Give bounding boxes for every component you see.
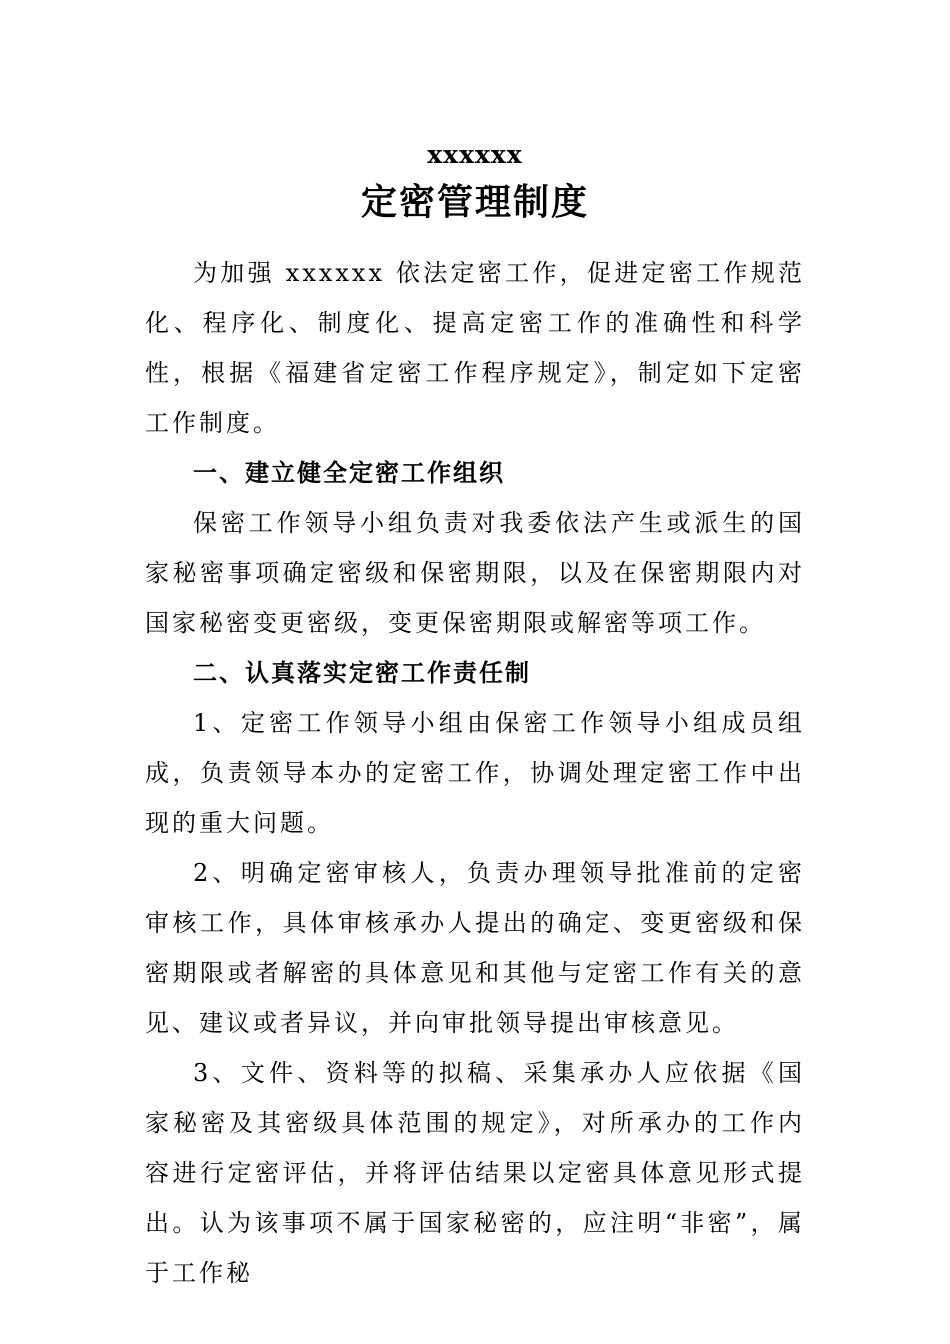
item-2-paragraph: 2、明确定密审核人，负责办理领导批准前的定密审核工作，具体审核承办人提出的确定、变更密级和保密期限或者解密的具体意见和其他与定密工作有关的意见、建议或者异议，并向审批领导提出审核意见。 bbox=[145, 859, 805, 1037]
org-name: xxxxxx bbox=[427, 140, 523, 169]
section-heading-1: 一、建立健全定密工作组织 bbox=[193, 459, 505, 487]
document-body bbox=[145, 248, 805, 1298]
intro-paragraph: 为加强 xxxxxx 依法定密工作，促进定密工作规范化、程序化、制度化、提高定密工作的准确性和科学性，根据《福建省定密工作程序规定》，制定如下定密工作制度。 bbox=[145, 259, 805, 437]
document-title: 定密管理制度 bbox=[360, 182, 589, 223]
section-1-paragraph: 保密工作领导小组负责对我委依法产生或派生的国家秘密事项确定密级和保密期限，以及在保密期限内对国家秘密变更密级，变更保密期限或解密等项工作。 bbox=[145, 509, 805, 637]
section-heading-2: 二、认真落实定密工作责任制 bbox=[193, 659, 531, 687]
item-3-paragraph: 3、文件、资料等的拟稿、采集承办人应依据《国家秘密及其密级具体范围的规定》，对所承办的工作内容进行定密评估，并将评估结果以定密具体意见形式提出。认为该事项不属于国家秘密的，应注明“非密”，属于工作秘 bbox=[145, 1059, 805, 1287]
item-1-paragraph: 1、定密工作领导小组由保密工作领导小组成员组成，负责领导本办的定密工作，协调处理定密工作中出现的重大问题。 bbox=[145, 709, 805, 837]
